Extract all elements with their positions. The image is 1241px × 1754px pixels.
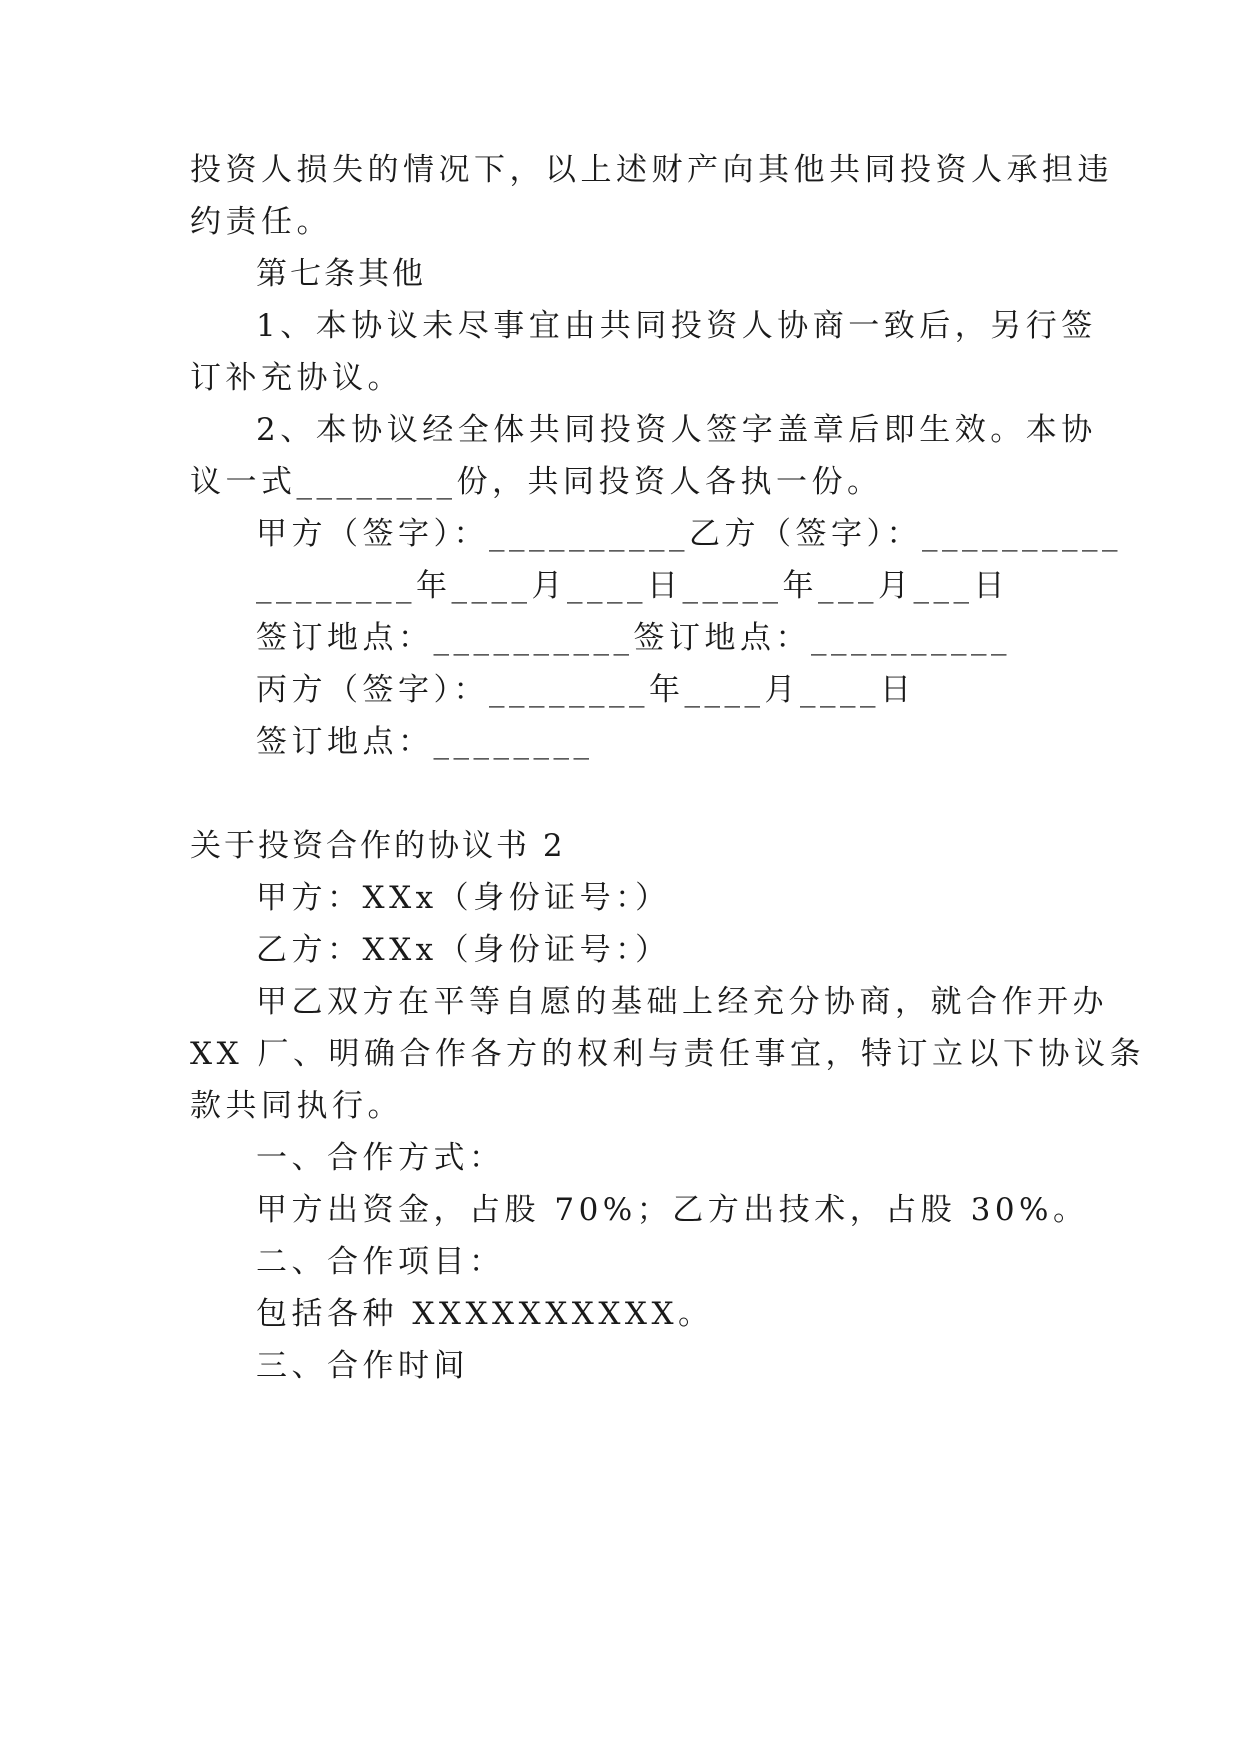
paragraph-line: 甲乙双方在平等自愿的基础上经充分协商，就合作开办 bbox=[256, 984, 1108, 1020]
document-title: 关于投资合作的协议书 2 bbox=[190, 828, 566, 864]
signature-line-party-a-b: 甲方（签字）：__________乙方（签字）：__________ bbox=[256, 516, 1122, 552]
clause-title: 三、合作时间 bbox=[256, 1348, 469, 1384]
paragraph-line: 议一式________份，共同投资人各执一份。 bbox=[190, 464, 883, 500]
clause-title: 二、合作项目： bbox=[256, 1244, 505, 1280]
date-line-party-a-b: ________年____月____日_____年___月___日 bbox=[256, 568, 1009, 604]
clause-title: 一、合作方式： bbox=[256, 1140, 505, 1176]
clause-body: 包括各种 XXXXXXXXXX。 bbox=[256, 1296, 714, 1332]
paragraph-line: 2、本协议经全体共同投资人签字盖章后即生效。本协 bbox=[256, 412, 1097, 448]
paragraph-line: XX 厂、明确合作各方的权利与责任事宜，特订立以下协议条 bbox=[190, 1036, 1145, 1072]
party-a-line: 甲方：XXx（身份证号：） bbox=[256, 880, 671, 916]
place-line-party-a-b: 签订地点：__________签订地点：__________ bbox=[256, 620, 1011, 656]
paragraph-line: 1、本协议未尽事宜由共同投资人协商一致后，另行签 bbox=[256, 308, 1097, 344]
paragraph-line: 款共同执行。 bbox=[190, 1088, 403, 1124]
party-b-line: 乙方：XXx（身份证号：） bbox=[256, 932, 671, 968]
signature-line-party-c: 丙方（签字）：________年____月____日 bbox=[256, 672, 916, 708]
place-line-party-c: 签订地点：________ bbox=[256, 724, 594, 760]
paragraph-line: 订补充协议。 bbox=[190, 360, 403, 396]
clause-body: 甲方出资金，占股 70%；乙方出技术，占股 30%。 bbox=[256, 1192, 1089, 1228]
article-title: 第七条其他 bbox=[256, 256, 426, 292]
paragraph-line: 约责任。 bbox=[190, 204, 332, 240]
paragraph-line: 投资人损失的情况下，以上述财产向其他共同投资人承担违 bbox=[190, 152, 1113, 188]
